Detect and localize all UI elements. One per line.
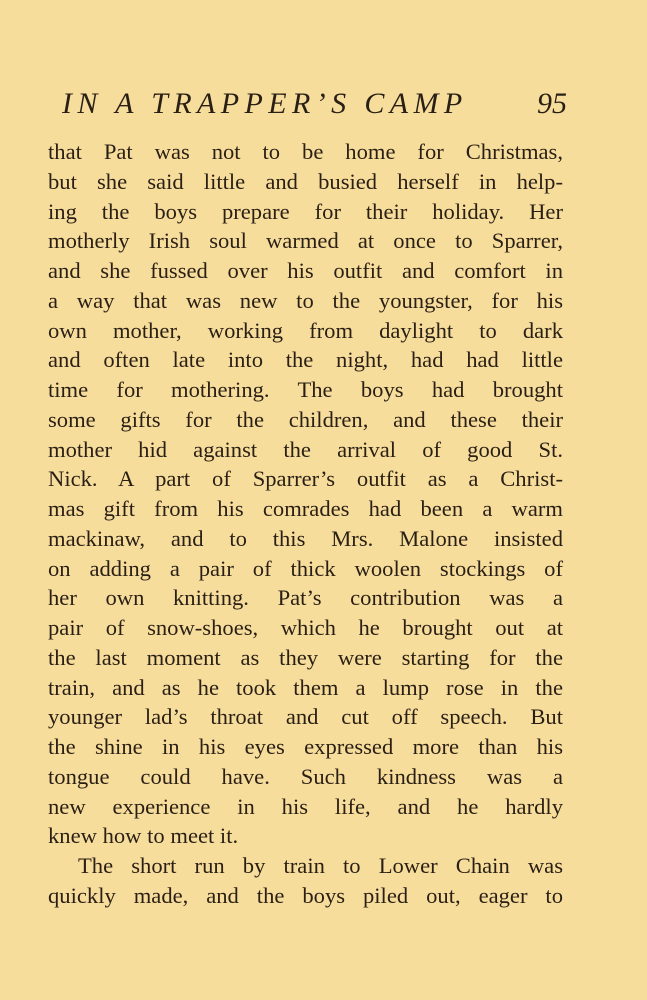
text-line: own mother, working from daylight to dark [48, 317, 563, 343]
paragraph-2 [48, 851, 563, 911]
paragraph-1 [48, 137, 563, 851]
text-line: train, and as he took them a lump rose in the [48, 674, 563, 700]
text-line: quickly made, and the boys piled out, eager to [48, 882, 563, 908]
text-line: and she fussed over his outfit and comfort in [48, 258, 563, 283]
text-line: mother hid against the arrival of good St. [48, 436, 563, 462]
text-line: ing the boys prepare for their holiday. Her [48, 198, 563, 224]
text-line: mackinaw, and to this Mrs. Malone insisted [48, 525, 563, 551]
text-line: the shine in his eyes expressed more than his [48, 734, 563, 759]
text-line: motherly Irish soul warmed at once to Sparrer, [48, 228, 563, 254]
text-line: mas gift from his comrades had been a warm [48, 496, 563, 521]
text-line: and often late into the night, had had little [48, 347, 563, 373]
text-line: new experience in his life, and he hardly [48, 793, 563, 819]
text-line: that Pat was not to be home for Christmas, [48, 139, 563, 164]
running-head [62, 87, 567, 127]
text-line: time for mothering. The boys had brought [48, 377, 563, 402]
text-line: the last moment as they were starting for the [48, 644, 563, 670]
text-line: a way that was new to the youngster, for his [48, 287, 563, 313]
text-line: The short run by train to Lower Chain was [78, 853, 563, 878]
text-line: knew how to meet it. [48, 823, 239, 849]
text-line: Nick. A part of Sparrer’s outfit as a Christ- [48, 466, 563, 492]
running-title: IN A TRAPPER’S CAMP [62, 87, 468, 120]
text-line: younger lad’s throat and cut off speech. But [48, 704, 563, 730]
page-number: 95 [537, 87, 567, 120]
text-line: on adding a pair of thick woolen stockings of [48, 555, 563, 581]
text-line: tongue could have. Such kindness was a [48, 763, 563, 789]
text-line: pair of snow-shoes, which he brought out at [48, 615, 563, 640]
text-line: but she said little and busied herself in help- [48, 168, 563, 194]
text-line: her own knitting. Pat’s contribution was a [48, 585, 563, 611]
body-text [48, 137, 563, 911]
text-line: some gifts for the children, and these their [48, 406, 563, 432]
